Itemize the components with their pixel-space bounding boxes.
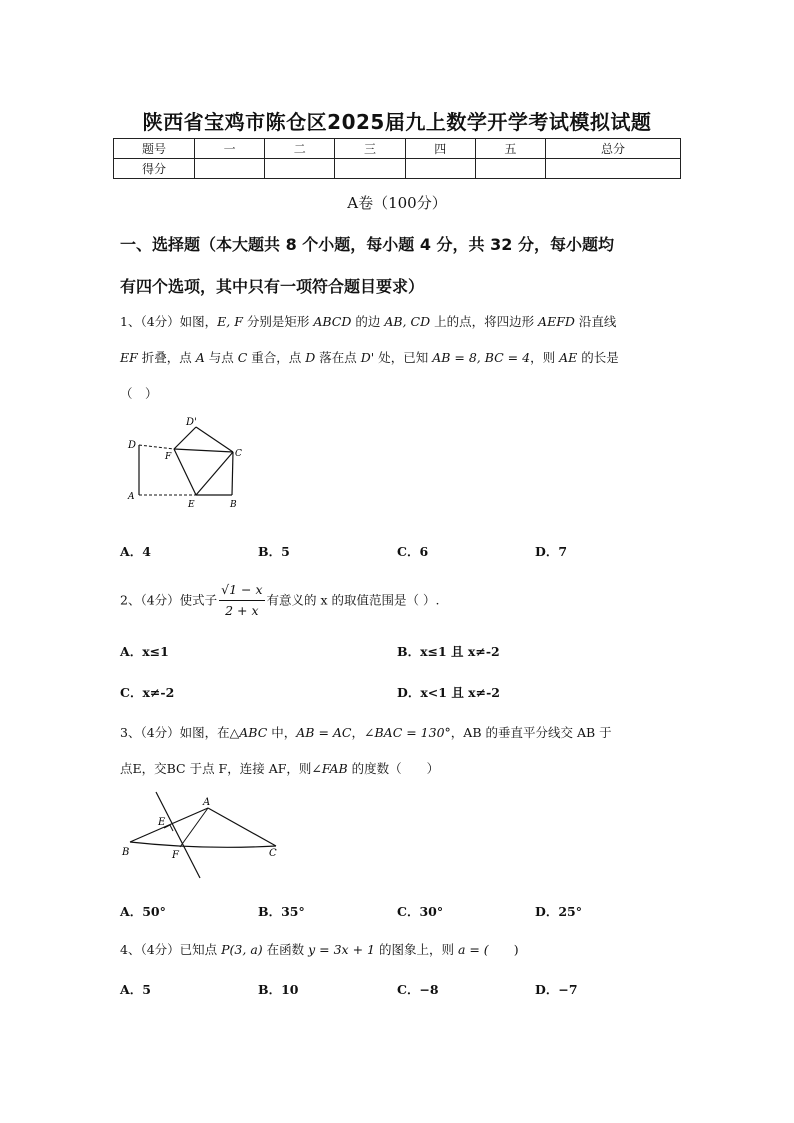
q4-text: 的图象上，则 xyxy=(374,942,458,957)
q3-option-c[interactable]: C．30° xyxy=(397,904,444,919)
q1-text: 与点 xyxy=(204,350,238,365)
q3-fab: ∠FAB xyxy=(311,761,348,776)
q3-fig-label: A xyxy=(203,797,211,808)
q1-answer-paren: （ ） xyxy=(120,386,158,401)
q1-text: 折叠，点 xyxy=(137,350,196,365)
q4-option-a[interactable]: A．5 xyxy=(120,982,151,997)
q1-points: E, F xyxy=(217,314,243,329)
score-cell xyxy=(475,159,545,179)
q1-option-a[interactable]: A．4 xyxy=(120,544,151,559)
q1-fig-label: D xyxy=(128,440,137,451)
q2-line xyxy=(120,580,685,621)
q4-option-c[interactable]: C．−8 xyxy=(397,982,439,997)
q2-numerator: √1 − x xyxy=(219,580,264,601)
q3-number: 3、（4分）如图，在 xyxy=(120,725,230,740)
score-cell-header: 总分 xyxy=(546,139,681,159)
score-cell xyxy=(405,159,475,179)
q1-number: 1、（4分）如图， xyxy=(120,314,218,329)
q1-text: 的边 xyxy=(351,314,385,329)
score-cell-header: 二 xyxy=(265,139,335,159)
score-cell-header: 一 xyxy=(195,139,265,159)
q1-text: ，则 xyxy=(530,350,560,365)
q1-text: 分别是矩形 xyxy=(242,314,314,329)
q1-ae: AE xyxy=(559,350,578,365)
q1-option-d[interactable]: D．7 xyxy=(535,544,568,559)
q1-point-d: D xyxy=(305,350,316,365)
q3-fig-label: C xyxy=(269,848,277,859)
q3-text: ， xyxy=(351,725,365,740)
q2-option-d[interactable]: D．x<1 且 x≠-2 xyxy=(397,685,500,700)
score-cell-header: 题号 xyxy=(114,139,195,159)
q3-option-d[interactable]: D．25° xyxy=(535,904,582,919)
q4-option-b[interactable]: B．10 xyxy=(258,982,299,997)
q3-triangle: △ABC xyxy=(229,725,268,740)
q4-text: 在函数 xyxy=(262,942,309,957)
q2-number: 2、（4分）使式子 xyxy=(120,592,218,608)
q2-denominator: 2 + x xyxy=(225,603,259,618)
q4-option-d[interactable]: D．−7 xyxy=(535,982,578,997)
q1-text: 处，已知 xyxy=(374,350,433,365)
q3-angle: ∠BAC = 130° xyxy=(364,725,451,740)
section1-heading-line2: 有四个选项，其中只有一项符合题目要求） xyxy=(120,277,425,296)
q2-option-b[interactable]: B．x≤1 且 x≠-2 xyxy=(397,644,500,659)
q1-figure xyxy=(122,412,252,527)
q1-fig-label: E xyxy=(188,500,195,510)
score-cell xyxy=(195,159,265,179)
q1-text: 落在点 xyxy=(315,350,361,365)
score-cell xyxy=(335,159,405,179)
q1-line-ef: EF xyxy=(120,350,138,365)
q3-option-b[interactable]: B．35° xyxy=(258,904,305,919)
q1-line1 xyxy=(120,313,685,331)
q2-option-a[interactable]: A．x≤1 xyxy=(120,644,169,659)
q1-fig-label: D' xyxy=(186,417,197,428)
q1-sides: AB, CD xyxy=(384,314,431,329)
q2-text: 有意义的 x 的取值范围是（ ）. xyxy=(266,592,440,608)
q2-fraction xyxy=(219,580,264,621)
section1-heading-line1: 一、选择题（本大题共 8 个小题，每小题 4 分，共 32 分，每小题均 xyxy=(120,235,614,254)
section-a-heading: A卷（100分） xyxy=(347,194,447,212)
score-cell-header: 四 xyxy=(405,139,475,159)
q4-a-equals: a = ( xyxy=(457,942,489,957)
q2-option-c[interactable]: C．x≠-2 xyxy=(120,685,175,700)
q1-option-b[interactable]: B．5 xyxy=(258,544,290,559)
q3-line2 xyxy=(120,760,685,778)
score-table-score-row xyxy=(114,159,681,179)
q1-given: AB = 8, BC = 4 xyxy=(432,350,531,365)
q1-point-dprime: D' xyxy=(360,350,375,365)
q3-fig-label: E xyxy=(158,817,166,828)
q1-text: 重合，点 xyxy=(247,350,306,365)
score-table xyxy=(113,138,681,179)
score-cell xyxy=(265,159,335,179)
q4-point: P(3, a) xyxy=(221,942,263,957)
page-title: 陕西省宝鸡市陈仓区2025届九上数学开学考试模拟试题 xyxy=(142,110,652,134)
q1-fig-label: A xyxy=(128,492,135,502)
q1-point-a: A xyxy=(195,350,205,365)
q1-rect: ABCD xyxy=(313,314,352,329)
q4-function: y = 3x + 1 xyxy=(308,942,375,957)
q1-text: 沿直线 xyxy=(574,314,617,329)
score-cell-header: 五 xyxy=(475,139,545,159)
q3-text: 的度数（ ） xyxy=(347,761,440,776)
q3-figure xyxy=(118,788,288,883)
q1-text: 上的点，将四边形 xyxy=(430,314,539,329)
q1-point-c: C xyxy=(237,350,248,365)
q1-text: 的长是 xyxy=(577,350,619,365)
q1-option-c[interactable]: C．6 xyxy=(397,544,429,559)
score-cell xyxy=(546,159,681,179)
q4-number: 4、（4分）已知点 xyxy=(120,942,222,957)
q1-fig-label: C xyxy=(235,449,242,459)
score-row-label: 得分 xyxy=(114,159,195,179)
q3-line1 xyxy=(120,724,685,742)
q1-fig-label: B xyxy=(230,500,237,510)
q1-fig-label: F xyxy=(165,452,172,462)
q3-text: 点E，交BC 于点 F，连接 AF，则 xyxy=(120,761,312,776)
score-cell-header: 三 xyxy=(335,139,405,159)
q3-text: 中， xyxy=(267,725,297,740)
q3-text: ，AB 的垂直平分线交 AB 于 xyxy=(450,725,612,740)
q1-line2 xyxy=(120,349,685,367)
q3-fig-label: F xyxy=(172,850,179,861)
q4-line xyxy=(120,941,685,959)
q3-option-a[interactable]: A．50° xyxy=(120,904,166,919)
score-table-header-row xyxy=(114,139,681,159)
q3-fig-label: B xyxy=(122,847,130,858)
q1-quad: AEFD xyxy=(538,314,575,329)
q3-equal-sides: AB = AC xyxy=(296,725,352,740)
q4-text: ) xyxy=(488,942,519,957)
